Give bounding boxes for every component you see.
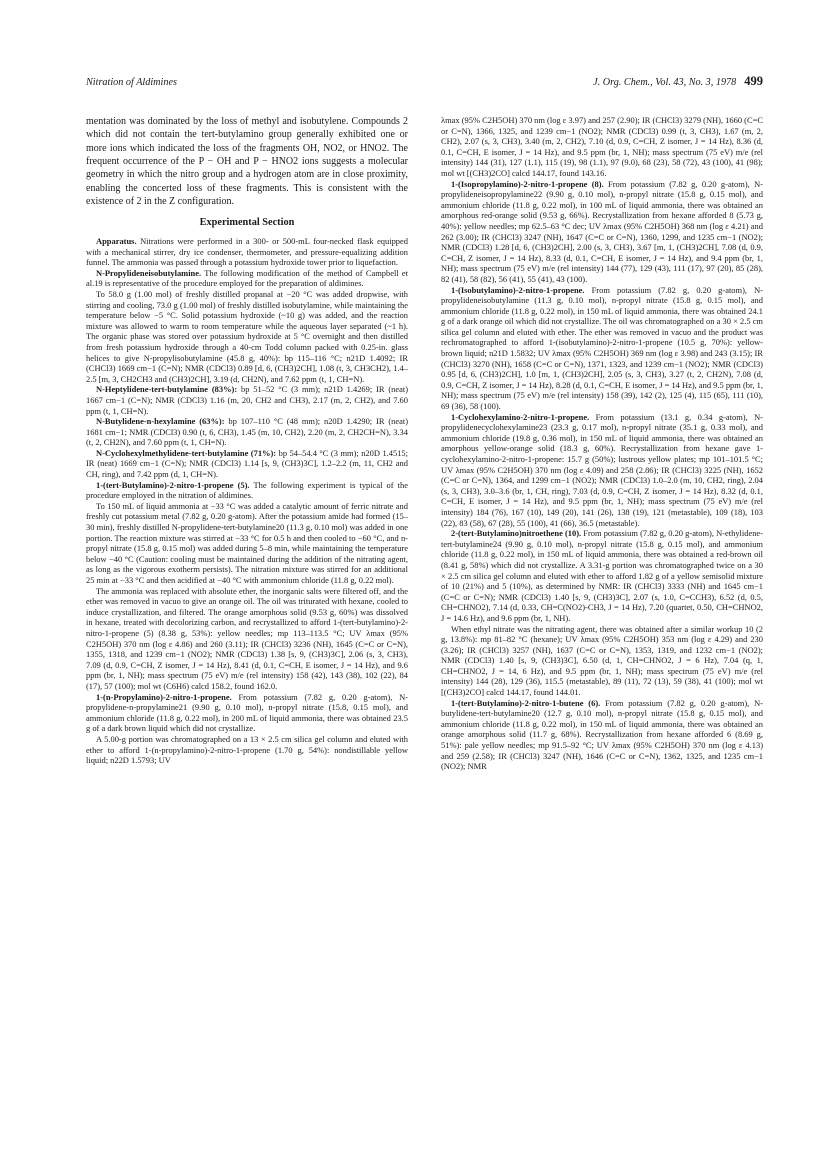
paragraph-text: From potassium (7.82 g, 0.20 g-atom), N-ethylidene-tert-butylamine24 (9.90 g, 0.10 mol), n-propyl nitrate (15.8 g, 0.15 mol), and ammonium chloride (11.8 g, 0.22 mol), in 150 mL of liquid ammonia, there was obtained a red-brown oil (8.41 g, 58%) which did not crystallize. A 3.31-g portion was chromatographed twice on a 30 × 2.5 cm silica gel column and eluted with ether to afford 1.82 g of a yellow semisolid mixture of 10 (21%) and 5 (10%), as determined by NMR: IR (CHCl3) 3333 (NH) and 1645 cm−1 (C=C or C=N); NMR (CDCl3) 1.40 [s, 9, (CH3)3C], 2.07 (s, 1.0, C=CCH3), 6.52 (d, 0.5, CH=CHNO2), 7.14 (d, 0.33, CH=C(NO2)-CH3, J = 14 Hz), 7.20 (quartet, 0.50, CH=CHNO2, J = 14.6 Hz), and 9.6 ppm (br, 1, NH). xyxy=(441,528,763,623)
paragraph xyxy=(441,285,763,412)
paragraph-text: To 150 mL of liquid ammonia at −33 °C was added a catalytic amount of ferric nitrate and freshly cut potassium metal (7.82 g, 0.20 g-atom). After the potassium amide had formed (15–30 min), freshly distilled N-propylidene-tert-butylamine20 (11.3 g, 0.10 mol) was added in one portion. The reaction mixture was stirred at −33 °C for 0.5 h and then cooled to −60 °C, and n-propyl nitrate (15.8 g, 0.15 mol) was added during 5–8 min, while maintaining the temperature below −40 °C (Caution: cooling must be maintained during the addition of the nitrating agent, as long as the vigorous exotherm persists). The nitration mixture was stirred for an additional 25 min at −33 °C and then acidified at −40 °C with ammonium chloride (11.8 g, 0.22 mol). xyxy=(86,500,408,585)
paragraph xyxy=(86,268,408,289)
paragraph-text: bp 54–54.4 °C (3 mm); n20D 1.4515; IR (neat) 1669 cm−1 (C=N); NMR (CDCl3) 1.14 [s, 9, (CH3)3C], 1.2–2.2 (m, 11, CH2 and CH, ring), and 7.42 ppm (d, 1, CH=N). xyxy=(86,447,408,480)
right-column xyxy=(441,115,763,1123)
paragraph xyxy=(86,416,408,448)
paragraph-text: Nitrations were performed in a 300- or 500-mL four-necked flask equipped with a mechanical stirrer, dry ice condenser, thermometer, and pressure-equalizing addition funnel. The ammonia was passed through a potassium hydroxide tower prior to liquefaction. xyxy=(86,236,408,268)
paragraph-lead: 1-Cyclohexylamino-2-nitro-1-propene. xyxy=(451,411,590,422)
paragraph xyxy=(441,115,763,179)
paragraph-lead: N-Butylidene-n-hexylamine (63%): xyxy=(96,416,225,427)
paragraph xyxy=(86,236,408,268)
paragraph xyxy=(86,384,408,416)
paragraph xyxy=(86,501,408,586)
two-column-body xyxy=(86,115,763,1123)
paragraph-text: A 5.00-g portion was chromatographed on a 13 × 2.5 cm silica gel column and eluted with ether to afford 1-(n-propylamino)-2-nitro-1-propene (1.70 g, 54%): nondistillable yellow liquid; n22D 1.5793; UV xyxy=(86,733,408,766)
paragraph xyxy=(86,480,408,501)
paragraph-lead: 1-(Isopropylamino)-2-nitro-1-propene (8). xyxy=(451,178,604,189)
paragraph xyxy=(441,624,763,698)
paragraph-text: bp 51–52 °C (3 mm); n21D 1.4269; IR (neat) 1667 cm−1 (C=N); NMR (CDCl3) 1.16 (m, 20, CH2 and CH3), 2.17 (m, 2, CH2), and 7.60 ppm (t, 1, CH=N). xyxy=(86,384,408,416)
page-number: 499 xyxy=(744,74,763,88)
running-head xyxy=(86,74,763,89)
paragraph-lead: 1-(n-Propylamino)-2-nitro-1-propene. xyxy=(96,691,232,702)
paragraph-text: From potassium (7.82 g, 0.20 g-atom), N-butylidene-tert-butylamine20 (12.7 g, 0.10 mol), n-propyl nitrate (15.8 g, 0.15 mol), and ammonium chloride (11.8 g, 0.22 mol), in 150 mL of liquid ammonia, there was obtained an orange amorphous solid (11.7 g, 68%). Recrystallization from hexane afforded 6 (8.69 g, 51%): pale yellow needles; mp 91.5–92 °C; UV λmax (95% C2H5OH) 370 nm (log ε 4.13) and 259 (2.58); IR (CHCl3) 3247 (NH), 1646 (C=C or C=N), 1362, 1325, and 1235 cm−1 (NO2); NMR xyxy=(441,697,763,772)
paragraph xyxy=(441,412,763,529)
paragraph-lead: N-Heptylidene-tert-butylamine (83%): xyxy=(96,384,238,395)
paragraph xyxy=(86,692,408,734)
paragraph-text: The following experiment is typical of the procedure employed in the nitration of aldimines. xyxy=(86,479,408,501)
paragraph-text: From potassium (7.82 g, 0.20 g-atom), N-propylidene-n-propylamine21 (9.90 g, 0.10 mol), n-propyl nitrate (15.8, 0.15 mol), and ammonium chloride (11.8 g, 0.22 mol), in 200 mL of liquid ammonia, there was obtained 23.5 g of a dark brown liquid which did not crystallize. xyxy=(86,691,408,734)
paragraph xyxy=(86,289,408,384)
discussion-tail xyxy=(86,115,408,208)
paragraph-text: When ethyl nitrate was the nitrating agent, there was obtained after a similar workup 10 (2 g, 13.8%): mp 81–82 °C (hexane); UV λmax (95% C2H5OH) 353 nm (log ε 4.29) and 230 (3.26); IR (CHCl3) 3257 (NH), 1637 (C=C or C=N), 1353, 1319, and 1232 cm−1 (NO2); NMR (CDCl3) 1.40 [s, 9, (CH3)3C], 6.50 (d, 1, CH=CHNO2, J = 6 Hz), 7.04 (q, 1, CH=CHNO2, J = 14, 6 Hz), and 9.5 ppm (br, 1, NH); mass spectrum (75 eV) m/e (rel intensity) 144 (28), 129 (36), 115.5 (metastable), 89 (11), 72 (13), 59 (38), 41 (100); mol wt [(CH3)2CO] calcd 144.17, found 144.01. xyxy=(441,623,763,698)
paragraph-text: The following modification of the method of Campbell et al.19 is representative of the procedure employed for the preparation of aldimines. xyxy=(86,267,408,289)
paragraph-text: To 58.0 g (1.00 mol) of freshly distilled propanal at −20 °C was added dropwise, with stirring and cooling, 73.0 g (1.00 mol) of freshly distilled isobutylamine, while maintaining the temperature below −5 °C. Solid potassium hydroxide (~10 g) was added, and the reaction mixture was allowed to warm to room temperature while the aqueous layer separated (~1 h). The organic phase was stored over potassium hydroxide at 5 °C overnight and then distilled from fresh potassium hydroxide through a 40-cm Todd column packed with 0.25-in. glass helices to give N-propylisobutylamine (45.8 g, 40%): bp 115–116 °C; n21D 1.4092; IR (CHCl3) 1669 cm−1 (C=N); NMR (CDCl3) 0.89 [d, 6, (CH3)2CH], 1.08 (t, 3, CH3CH2), 1.4–2.5 [m, 3, CH2CH3 and (CH3)2CH], 3.19 (d, CH2N), and 7.62 ppm (t, 1, CH=N). xyxy=(86,288,408,384)
paragraph xyxy=(86,448,408,480)
paragraph xyxy=(86,734,408,766)
section-heading: Experimental Section xyxy=(199,217,295,229)
paragraph xyxy=(441,698,763,772)
paragraph-text: From potassium (13.1 g, 0.34 g-atom), N-propylidenecyclohexylamine23 (23.3 g, 0.17 mol), n-propyl nitrate (35.1 g, 0.33 mol), and ammonium chloride (19.8 g, 0.36 mol), in 150 mL of liquid ammonia, there was obtained an amorphous yellow-orange solid (18.3 g, 60%). Recrystallization from hexane gave 1-cyclohexylamino-2-nitro-1-propene: 15.7 g (50%); lustrous yellow plates; mp 101–101.5 °C; UV λmax (95% C2H5OH) 370 nm (log ε 4.09) and 258 (2.86); IR (CHCl3) 3225 (NH), 1652 (C=C or C=N), 1364, and 1299 cm−1 (NO2); NMR (CDCl3) 1.0–2.0 (m, 10, CH2, ring), 2.04 (s, 3, CH3), 3.0–3.6 (br, 1, CH, ring), 7.03 (d, 0.9, C=CH, Z isomer, J = 14 Hz), 8.32 (d, 0.1, C=CH, E isomer, J = 14 Hz), and 9.5 ppm (br, 1, NH); mass spectrum (75 eV) m/e (rel intensity) 184 (76), 167 (10), 149 (20), 141 (26), 138 (19), 121 (metastable), 109 (18), 103 (22), 83 (58), 67 (28), 55 (100), 41 (66), 36.5 (metastable). xyxy=(441,411,763,528)
paragraph xyxy=(441,528,763,623)
running-head-journal xyxy=(593,74,763,89)
paragraph-text: From potassium (7.82 g, 0.20 g-atom), N-propylideneisopropylamine22 (9.90 g, 0.10 mol), n-propyl nitrate (15.8 g, 0.15 mol), and ammonium chloride (11.8 g, 0.22 mol), in 100 mL of liquid ammonia, there was obtained an amorphous red-orange solid (9.53 g, 66%). Recrystallization from hexane afforded 8 (5.73 g, 40%): yellow needles; mp 62.5–63 °C dec; UV λmax (95% C2H5OH) 368 nm (log ε 4.21) and 262 (3.00); IR (CHCl3) 3247 (NH), 1647 (C=C or C=N), 1360, 1299, and 1235 cm−1 (NO2); NMR (CDCl3) 1.28 [d, 6, (CH3)2CH], 2.00 (s, 3, CH3), 3.67 [m, 1, (CH3)2CH], 7.08 (d, 0.9, C=CH, Z isomer, J = 14 Hz), 8.33 (d, 0.1, C=CH, E isomer, J = 14 Hz), and 9.4 ppm (br, 1, NH); mass spectrum (75 eV) m/e (rel intensity) 144 (77), 129 (43), 111 (17), 97 (20), 85 (28), 82 (41), 58 (82), 56 (41), 55 (41), 43 (100). xyxy=(441,178,763,284)
paragraph xyxy=(86,586,408,692)
paragraph: mentation was dominated by the loss of methyl and isobutylene. Compounds 2 which did not contain the tert-butylamino group generally exhibited one or more ions which indicated the loss of the fragments OH, NO2, or HNO2. The frequent occurrence of the P − OH and P − HNO2 ions suggests a molecular geometry in which the nitro group and a hydrogen atom are in close proximity, enabling the concerted loss of these fragments. This is consistent with the existence of 2 in the Z configuration. xyxy=(86,116,408,208)
paragraph-text: bp 107–110 °C (48 mm); n20D 1.4290; IR (neat) 1681 cm−1; NMR (CDCl3) 0.90 (t, 6, CH3), 1.45 (m, 10, CH2), 2.20 (m, 2, CH2CH=N), 3.34 (t, 2, CH2N), and 7.60 ppm (t, 1, CH=N). xyxy=(86,416,408,448)
paragraph-lead: 1-(tert-Butylamino)-2-nitro-1-butene (6). xyxy=(451,697,601,708)
paragraph-lead: Apparatus. xyxy=(96,236,137,246)
running-head-title: Nitration of Aldimines xyxy=(86,77,177,88)
paragraph xyxy=(441,179,763,285)
paragraph-lead: 1-(tert-Butylamino)-2-nitro-1-propene (5). xyxy=(96,479,250,490)
paragraph-lead: 2-(tert-Butylamino)nitroethene (10). xyxy=(451,528,582,539)
paragraph-text: From potassium (7.82 g, 0.20 g-atom), N-propylideneisobutylamine (11.3 g, 0.10 mol), n-propyl nitrate (15.8 g, 0.15 mol), and ammonium chloride (11.8 g, 0.22 mol), in 150 mL of liquid ammonia, there was obtained 24.1 g of a dark orange oil which did not crystallize. The oil was chromatographed on a 30 × 2.5 cm silica gel column and eluted with ether. The ether was removed in vacuo and the product was rechromatographed to afford 1-(isobutylamino)-2-nitro-1-propene (10.5 g, 70%): yellow-brown liquid; n21D 1.5832; UV λmax (95% C2H5OH) 369 nm (log ε 3.98) and 243 (3.15); IR (CHCl3) 3270 (NH), 1658 (C=C or C=N), 1371, 1323, and 1239 cm−1 (NO2); NMR (CDCl3) 0.95 [d, 6, (CH3)2CH], 1.0 [m, 1, (CH3)2CH], 2.05 (s, 3, CH3), 3.27 (t, 2, CH2N), 7.08 (d, 0.9, C=CH, Z isomer, J = 14 Hz), 8.28 (d, 0.1, C=CH, E isomer, J = 14 Hz), and 9.5 ppm (br, 1, NH); mass spectrum (75 eV) m/e (rel intensity) 158 (39), 142 (2), 125 (4), 115 (65), 111 (10), 69 (36), 58 (100). xyxy=(441,284,763,412)
left-column xyxy=(86,115,408,1123)
paragraph-text: λmax (95% C2H5OH) 370 nm (log ε 3.97) and 257 (2.90); IR (CHCl3) 3279 (NH), 1660 (C=C or C=N), 1366, 1325, and 1239 cm−1 (NO2); NMR (CDCl3) 0.99 (t, 3, CH3), 1.67 (m, 2, CH2), 2.07 (s, 3, CH3), 3.40 (m, 2, CH2), 7.10 (d, 0.9, C=CH, Z isomer, J = 14 Hz), 8.36 (d, 0.1, C=CH, E isomer, J = 14 Hz), and 9.5 ppm (br, 1, NH); mass spectrum (75 eV) m/e (rel intensity) 144 (31), 127 (1.1), 115 (19), 98 (1.1), 97 (9.0), 68 (23), 58 (72), 43 (100), 41 (98); mol wt [(CH3)2CO] calcd 144.17, found 143.16. xyxy=(441,115,763,178)
journal-citation: J. Org. Chem., Vol. 43, No. 3, 1978 xyxy=(593,77,737,88)
paragraph-lead: N-Propylideneisobutylamine. xyxy=(96,267,202,278)
paragraph-lead: 1-(Isobutylamino)-2-nitro-1-propene. xyxy=(451,284,585,295)
paragraph-lead: N-Cyclohexylmethylidene-tert-butylamine (71%): xyxy=(96,447,277,458)
paragraph-text: The ammonia was replaced with absolute ether, the inorganic salts were filtered off, and the ether was removed in vacuo to give an orange oil. The oil was triturated with hexane, cooled to induce crystallization, and filtered. The orange amorphous solid (9.53 g, 60%) was dissolved in hexane, treated with decolorizing carbon, and recrystallized to afford 1-(tert-butylamino)-2-nitro-1-propene (5) (8.38 g, 53%): yellow needles; mp 113–113.5 °C; UV λmax (95% C2H5OH) 370 nm (log ε 4.86) and 260 (3.11); IR (CHCl3) 3236 (NH), 1645 (C=C or C=N), 1355, 1318, and 1239 cm−1 (NO2); NMR (CDCl3) 1.38 [s, 9, (CH3)3C], 2.06 (s, 3, CH3), 7.09 (d, 0.9, C=CH, Z isomer, J = 14 Hz), 8.41 (d, 0.1, C=CH, E isomer, J = 14 Hz), and 9.6 ppm (br, 1, NH); mass spectrum (75 eV) m/e (rel intensity) 158 (42), 143 (38), 102 (22), 84 (17), 57 (100); mol wt (C6H6) calcd 158.2, found 162.0. xyxy=(86,585,408,691)
